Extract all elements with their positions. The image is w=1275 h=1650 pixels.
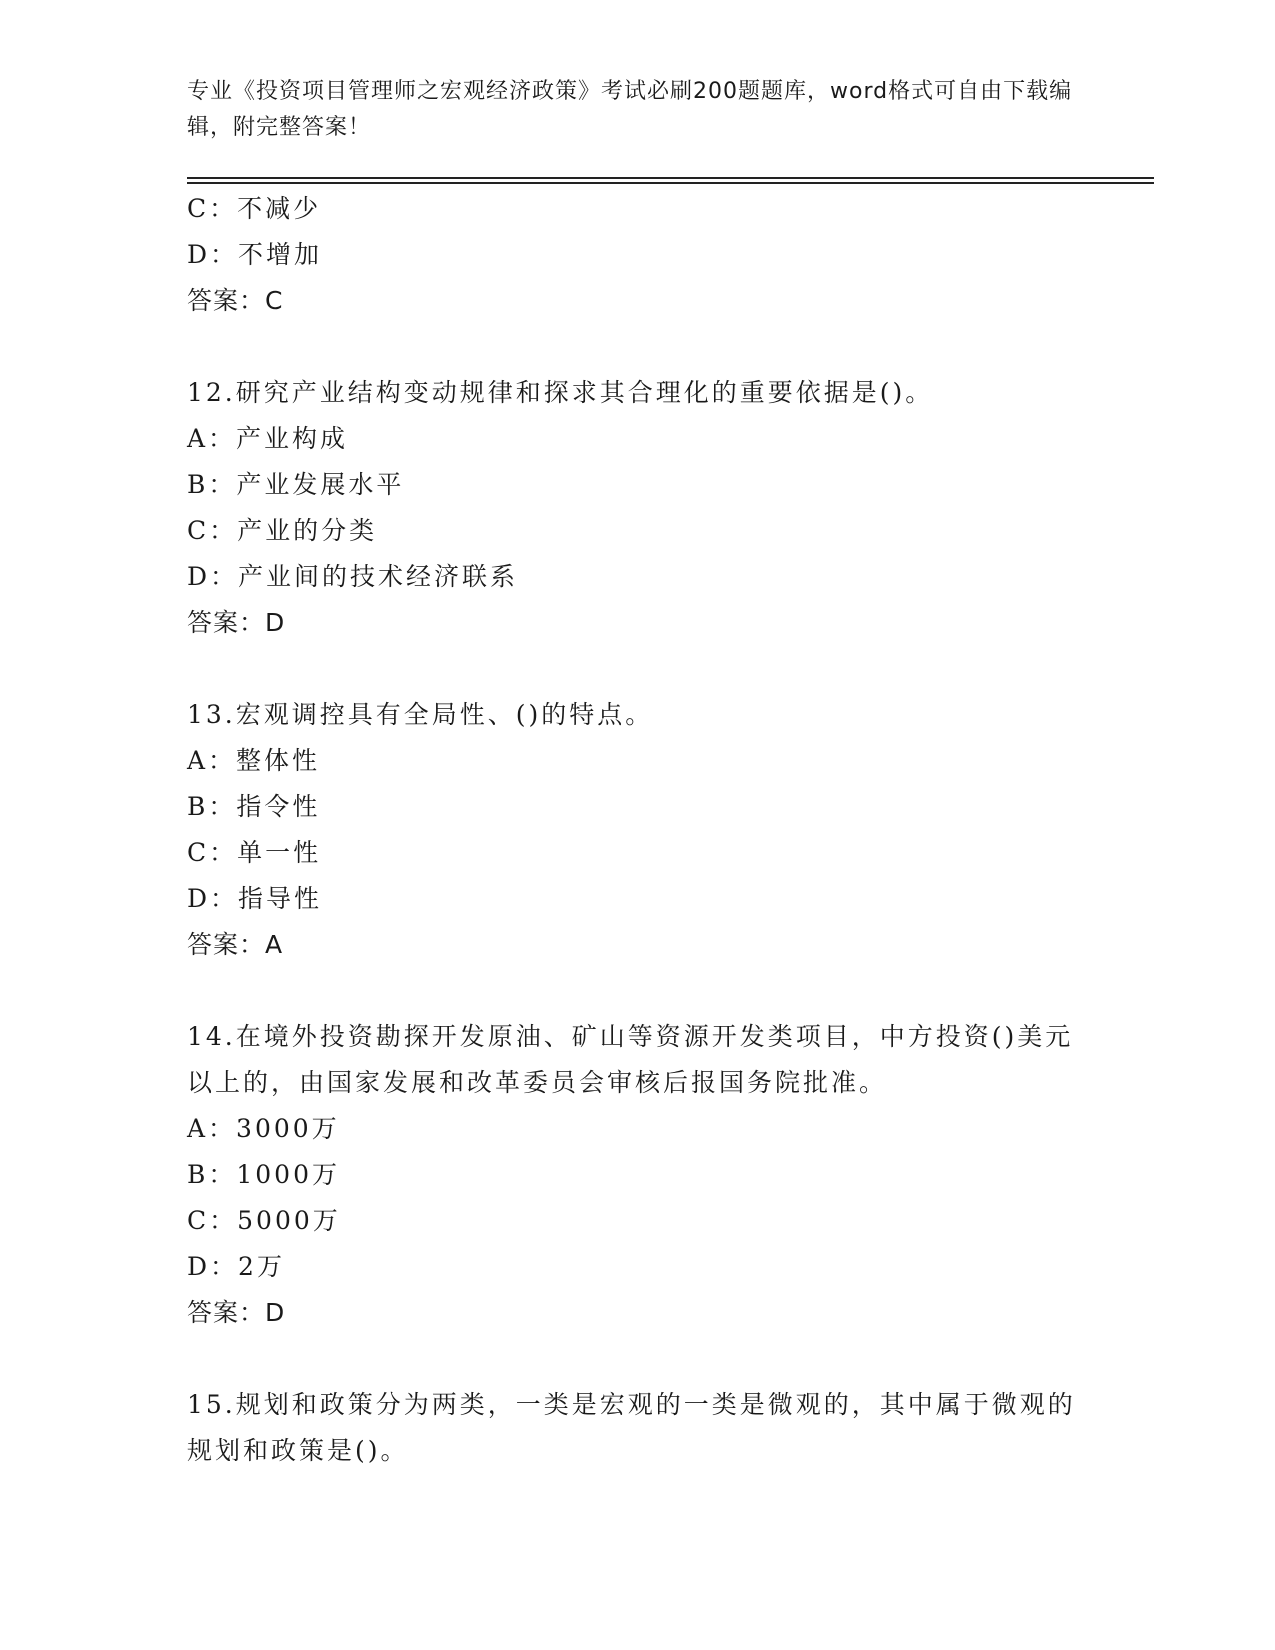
option-b: B：1000万 [187, 1160, 340, 1189]
spacer [187, 1336, 1087, 1382]
question-title: 14.在境外投资勘探开发原油、矿山等资源开发类项目，中方投资()美元以上的，由国家发展和改革委员会审核后报国务院批准。 [187, 1022, 1074, 1097]
header-rule-top [187, 177, 1154, 179]
option-a: A：产业构成 [187, 424, 349, 453]
answer-line: 答案：D [187, 608, 286, 637]
question-14 [187, 1014, 1087, 1336]
option-c: C：产业的分类 [187, 516, 378, 545]
option-a: A：整体性 [187, 746, 321, 775]
option-d: D：指导性 [187, 884, 323, 913]
question-title: 12.研究产业结构变动规律和探求其合理化的重要依据是()。 [187, 378, 934, 407]
option-d: D：产业间的技术经济联系 [187, 562, 519, 591]
option-c: C：不减少 [187, 194, 322, 223]
option-d: D：2万 [187, 1252, 285, 1281]
answer-line: 答案：C [187, 286, 284, 315]
question-title: 13.宏观调控具有全局性、()的特点。 [187, 700, 654, 729]
answer-line: 答案：D [187, 1298, 286, 1327]
question-title: 15.规划和政策分为两类，一类是宏观的一类是微观的，其中属于微观的规划和政策是()。 [187, 1390, 1076, 1465]
document-header: 专业《投资项目管理师之宏观经济政策》考试必刷200题题库，word格式可自由下载编辑，附完整答案！ [187, 79, 1073, 140]
option-b: B：产业发展水平 [187, 470, 405, 499]
option-c: C：单一性 [187, 838, 322, 867]
spacer [187, 324, 1087, 370]
spacer [187, 968, 1087, 1014]
option-a: A：3000万 [187, 1114, 340, 1143]
answer-line: 答案：A [187, 930, 284, 959]
question-12 [187, 370, 1087, 646]
spacer [187, 646, 1087, 692]
header-rule-bottom [187, 182, 1154, 184]
question-list [187, 186, 1087, 1474]
option-c: C：5000万 [187, 1206, 341, 1235]
option-d: D：不增加 [187, 240, 323, 269]
question-13 [187, 692, 1087, 968]
option-b: B：指令性 [187, 792, 321, 821]
question-11-continued [187, 186, 1087, 324]
question-15 [187, 1382, 1087, 1474]
